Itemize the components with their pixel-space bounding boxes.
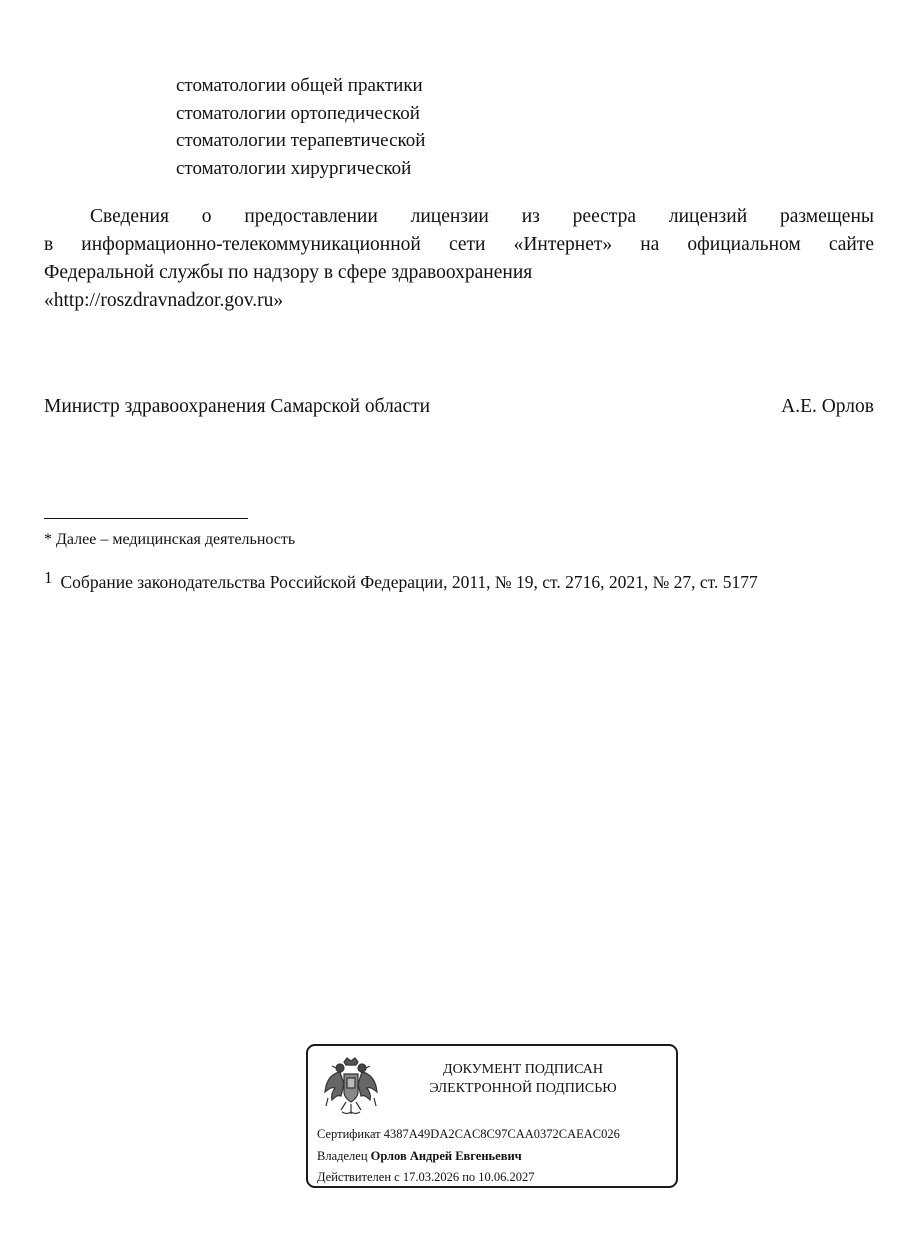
specialty-item: стоматологии общей практики <box>176 75 423 96</box>
specialty-list <box>176 72 425 182</box>
valid-to-date: 10.06.2027 <box>478 1170 535 1184</box>
registry-url: «http://roszdravnadzor.gov.ru» <box>44 290 284 311</box>
stamp-title-line: ДОКУМЕНТ ПОДПИСАН <box>443 1062 603 1077</box>
footnote-1 <box>44 570 758 595</box>
valid-from-label: Действителен с <box>317 1170 400 1184</box>
certificate-line <box>317 1126 620 1142</box>
footnote-1-text: Собрание законодательства Российской Федерации, 2011, № 19, ст. 2716, 2021, № 27, ст. 5177 <box>60 572 758 592</box>
electronic-signature-stamp <box>306 1044 678 1188</box>
footnote-separator <box>44 518 248 519</box>
validity-line <box>317 1169 535 1185</box>
owner-label: Владелец <box>317 1149 368 1163</box>
owner-line <box>317 1148 522 1164</box>
signatory-name: А.Е. Орлов <box>781 396 874 417</box>
valid-to-label: по <box>462 1170 476 1184</box>
paragraph-line: в информационно-телекоммуникационной сети «Интернет» на официальном сайте <box>44 234 874 255</box>
footnote-1-mark: 1 <box>44 568 53 587</box>
certificate-number: 4387A49DA2CAC8C97CAA0372CAEAC026 <box>383 1127 620 1141</box>
double-headed-eagle-icon <box>322 1054 380 1120</box>
specialty-item: стоматологии ортопедической <box>176 102 420 124</box>
specialty-item: стоматологии хирургической <box>176 157 412 179</box>
stamp-title <box>390 1060 656 1098</box>
certificate-label: Сертификат <box>317 1127 381 1141</box>
signatory-position: Министр здравоохранения Самарской области <box>44 396 431 417</box>
paragraph-line: Сведения о предоставлении лицензии из реестра лицензий размещены <box>90 206 874 227</box>
specialty-item: стоматологии терапевтической <box>176 130 426 151</box>
license-registry-paragraph <box>44 203 874 315</box>
stamp-title-line: ЭЛЕКТРОННОЙ ПОДПИСЬЮ <box>429 1081 617 1096</box>
valid-from-date: 17.03.2026 <box>402 1170 460 1184</box>
owner-name: Орлов Андрей Евгеньевич <box>370 1149 522 1163</box>
paragraph-line: Федеральной службы по надзору в сфере здравоохранения <box>44 262 533 283</box>
footnote-asterisk: * Далее – медицинская деятельность <box>44 531 296 548</box>
